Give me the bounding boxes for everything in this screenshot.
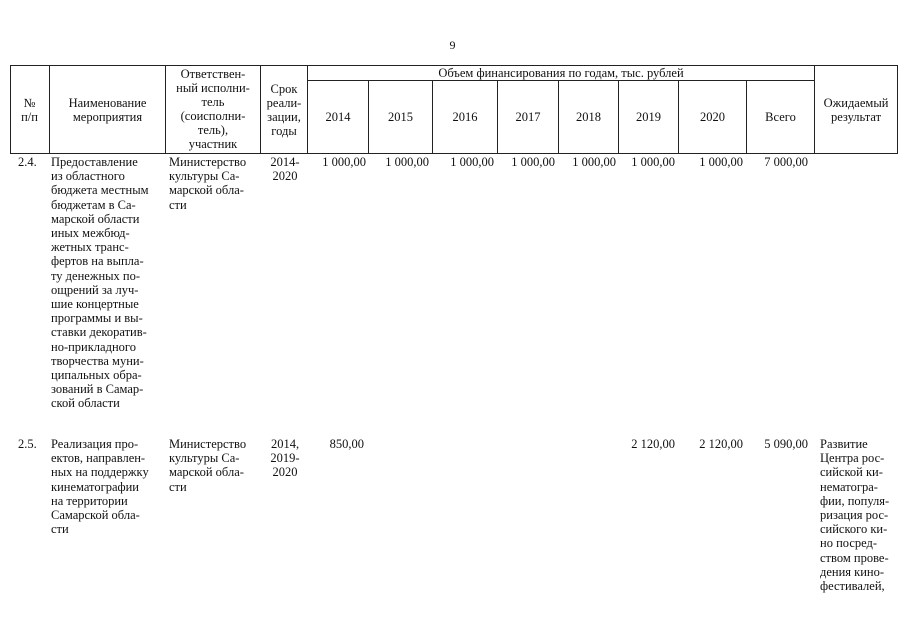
row-value-2014: 850,00: [329, 437, 364, 451]
row-value-total: 7 000,00: [764, 155, 808, 169]
row-term: 2014- 2020: [270, 155, 300, 184]
row-result: Развитие Центра рос- сийской ки- нематогра- фии, популя- ризация рос- сийского ки- но посред- ством прове- дения кино- фестивалей,: [820, 437, 890, 594]
row-value-2017: 1 000,00: [511, 155, 555, 169]
row-value-2018: 1 000,00: [572, 155, 616, 169]
header-year-2016: 2016: [452, 110, 478, 124]
header-year-2014: 2014: [325, 110, 351, 124]
row-name: Реализация про- ектов, направлен- ных на поддержку кинематографии на территории Самарской обла- сти: [51, 437, 149, 537]
header-responsible: Ответствен- ный исполни- тель (соисполни- тель), участник: [176, 67, 250, 151]
row-value-2014: 1 000,00: [322, 155, 366, 169]
row-name: Предоставление из областного бюджета местным бюджетам в Са- марской области иных межбюд- жетных транс- фертов на выпла- ту денежных по- ощрений за луч- шие концертные программы и вы- ставки декоратив- но-прикладного творчества муни- ципальных обра- зований в Самар- ской области: [51, 155, 149, 411]
page-number: 9: [449, 38, 456, 52]
header-name: Наименование мероприятия: [68, 95, 147, 124]
row-number: 2.4.: [18, 155, 37, 169]
row-term: 2014, 2019- 2020: [270, 437, 300, 480]
row-responsible: Министерство культуры Са- марской обла- сти: [169, 437, 247, 494]
row-number: 2.5.: [18, 437, 37, 451]
header-term: Срок реали- зации, годы: [266, 81, 302, 138]
row-value-2020: 1 000,00: [699, 155, 743, 169]
header-result: Ожидаемый результат: [823, 95, 889, 124]
row-value-2019: 2 120,00: [631, 437, 675, 451]
header-total: Всего: [765, 110, 796, 124]
row-responsible: Министерство культуры Са- марской обла- сти: [169, 155, 247, 212]
row-value-total: 5 090,00: [764, 437, 808, 451]
header-year-2019: 2019: [636, 110, 661, 124]
row-value-2019: 1 000,00: [631, 155, 675, 169]
header-year-2017: 2017: [515, 110, 541, 124]
row-value-2020: 2 120,00: [699, 437, 743, 451]
header-year-2020: 2020: [700, 110, 725, 124]
row-value-2015: 1 000,00: [385, 155, 429, 169]
header-year-2015: 2015: [388, 110, 413, 124]
header-num: № п/п: [21, 95, 38, 124]
row-value-2016: 1 000,00: [450, 155, 494, 169]
header-financing-group: Объем финансирования по годам, тыс. рублей: [438, 66, 684, 80]
header-year-2018: 2018: [576, 110, 601, 124]
